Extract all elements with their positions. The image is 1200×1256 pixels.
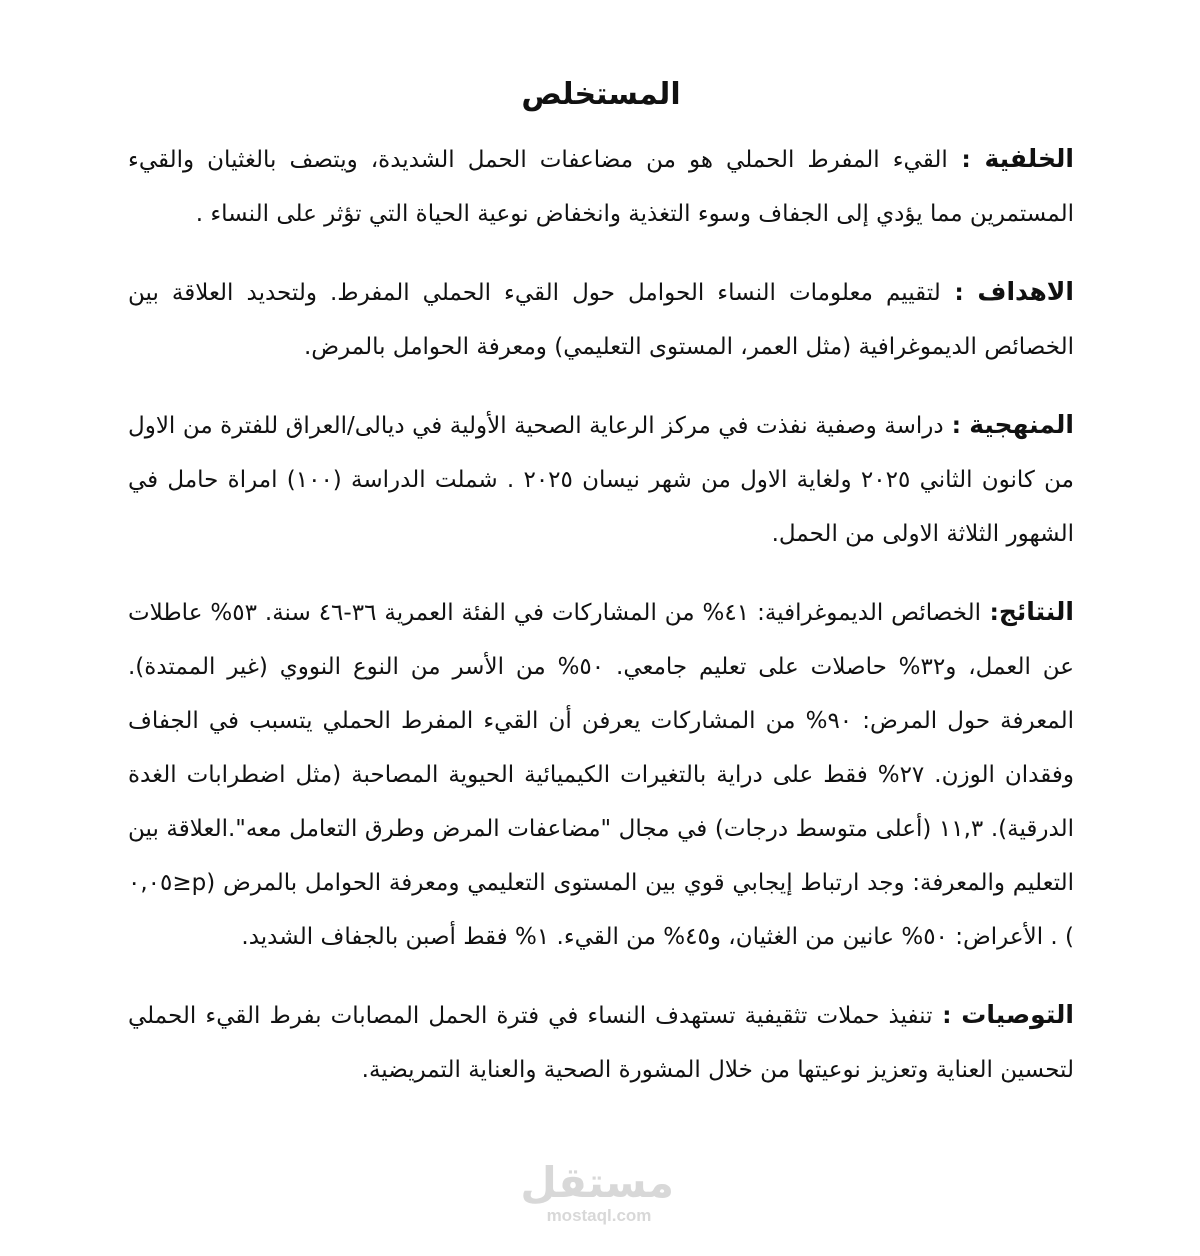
section-separator: : [943,413,970,439]
section-text-results: الخصائص الديموغرافية: ٤١% من المشاركات في الفئة العمرية ٣٦-٤٦ سنة. ٥٣% عاطلات عن العمل، و٣٢% حاصلات على تعليم جامعي. ٥٠% من الأسر من النوع النووي (غير الممتدة). المعرفة حول المرض: ٩٠% من المشاركات يعرفن أن القيء المفرط الحملي يتسبب في الجفاف وفقدان الوزن. ٢٧% فقط على دراية بالتغيرات الكيميائية الحيوية المصاحبة (مثل اضطرابات الغدة الدرقية). ١١,٣ (أعلى متوسط درجات) في مجال "مضاعفات المرض وطرق التعامل معه".العلاقة بين التعليم والمعرفة: وجد ارتباط إيجابي قوي بين المستوى التعليمي ومعرفة الحوامل بالمرض (p≤٠,٠٥ ) . الأعراض: ٥٠% عانين من الغثيان، و٤٥% من القيء. ١% فقط أصبن بالجفاف الشديد. [128,600,1075,950]
section-separator: : [932,1003,962,1029]
section-separator: : [980,600,999,626]
section-results [128,585,1074,964]
section-methodology [128,398,1074,561]
section-label-background: الخلفية [984,144,1074,173]
watermark-domain: mostaql.com [546,1206,652,1225]
section-text-background: القيء المفرط الحملي هو من مضاعفات الحمل الشديدة، ويتصف بالغثيان والقيء المستمرين مما يؤدي إلى الجفاف وسوء التغذية وانخفاض نوعية الحياة التي تؤثر على النساء . [128,147,1074,227]
section-separator: : [940,280,978,306]
page-title: المستخلص [521,77,681,112]
section-text-recommendations: تنفيذ حملات تثقيفية تستهدف النساء في فترة الحمل المصابات بفرط القيء الحملي لتحسين العناية وتعزيز نوعيتها من خلال المشورة الصحية والعناية التمريضية. [128,1003,1074,1083]
section-label-objectives: الاهداف [977,277,1074,306]
section-separator: : [947,147,985,173]
section-recommendations [128,988,1074,1097]
section-text-methodology: دراسة وصفية نفذت في مركز الرعاية الصحية الأولية في ديالى/العراق للفترة من الاول من كانون الثاني ٢٠٢٥ ولغاية الاول من شهر نيسان ٢٠٢٥ . شملت الدراسة (١٠٠) امراة حامل في الشهور الثلاثة الاولى من الحمل. [128,413,1074,547]
section-text-objectives: لتقييم معلومات النساء الحوامل حول القيء الحملي المفرط. ولتحديد العلاقة بين الخصائص الديموغرافية (مثل العمر، المستوى التعليمي) ومعرفة الحوامل بالمرض. [128,280,1074,360]
section-label-methodology: المنهجية [969,410,1074,439]
watermark-logo: مستقل [520,1158,674,1207]
section-background [128,132,1074,241]
section-objectives [128,265,1074,374]
section-label-recommendations: التوصيات [961,1000,1074,1029]
section-label-results: النتائج [998,597,1074,626]
